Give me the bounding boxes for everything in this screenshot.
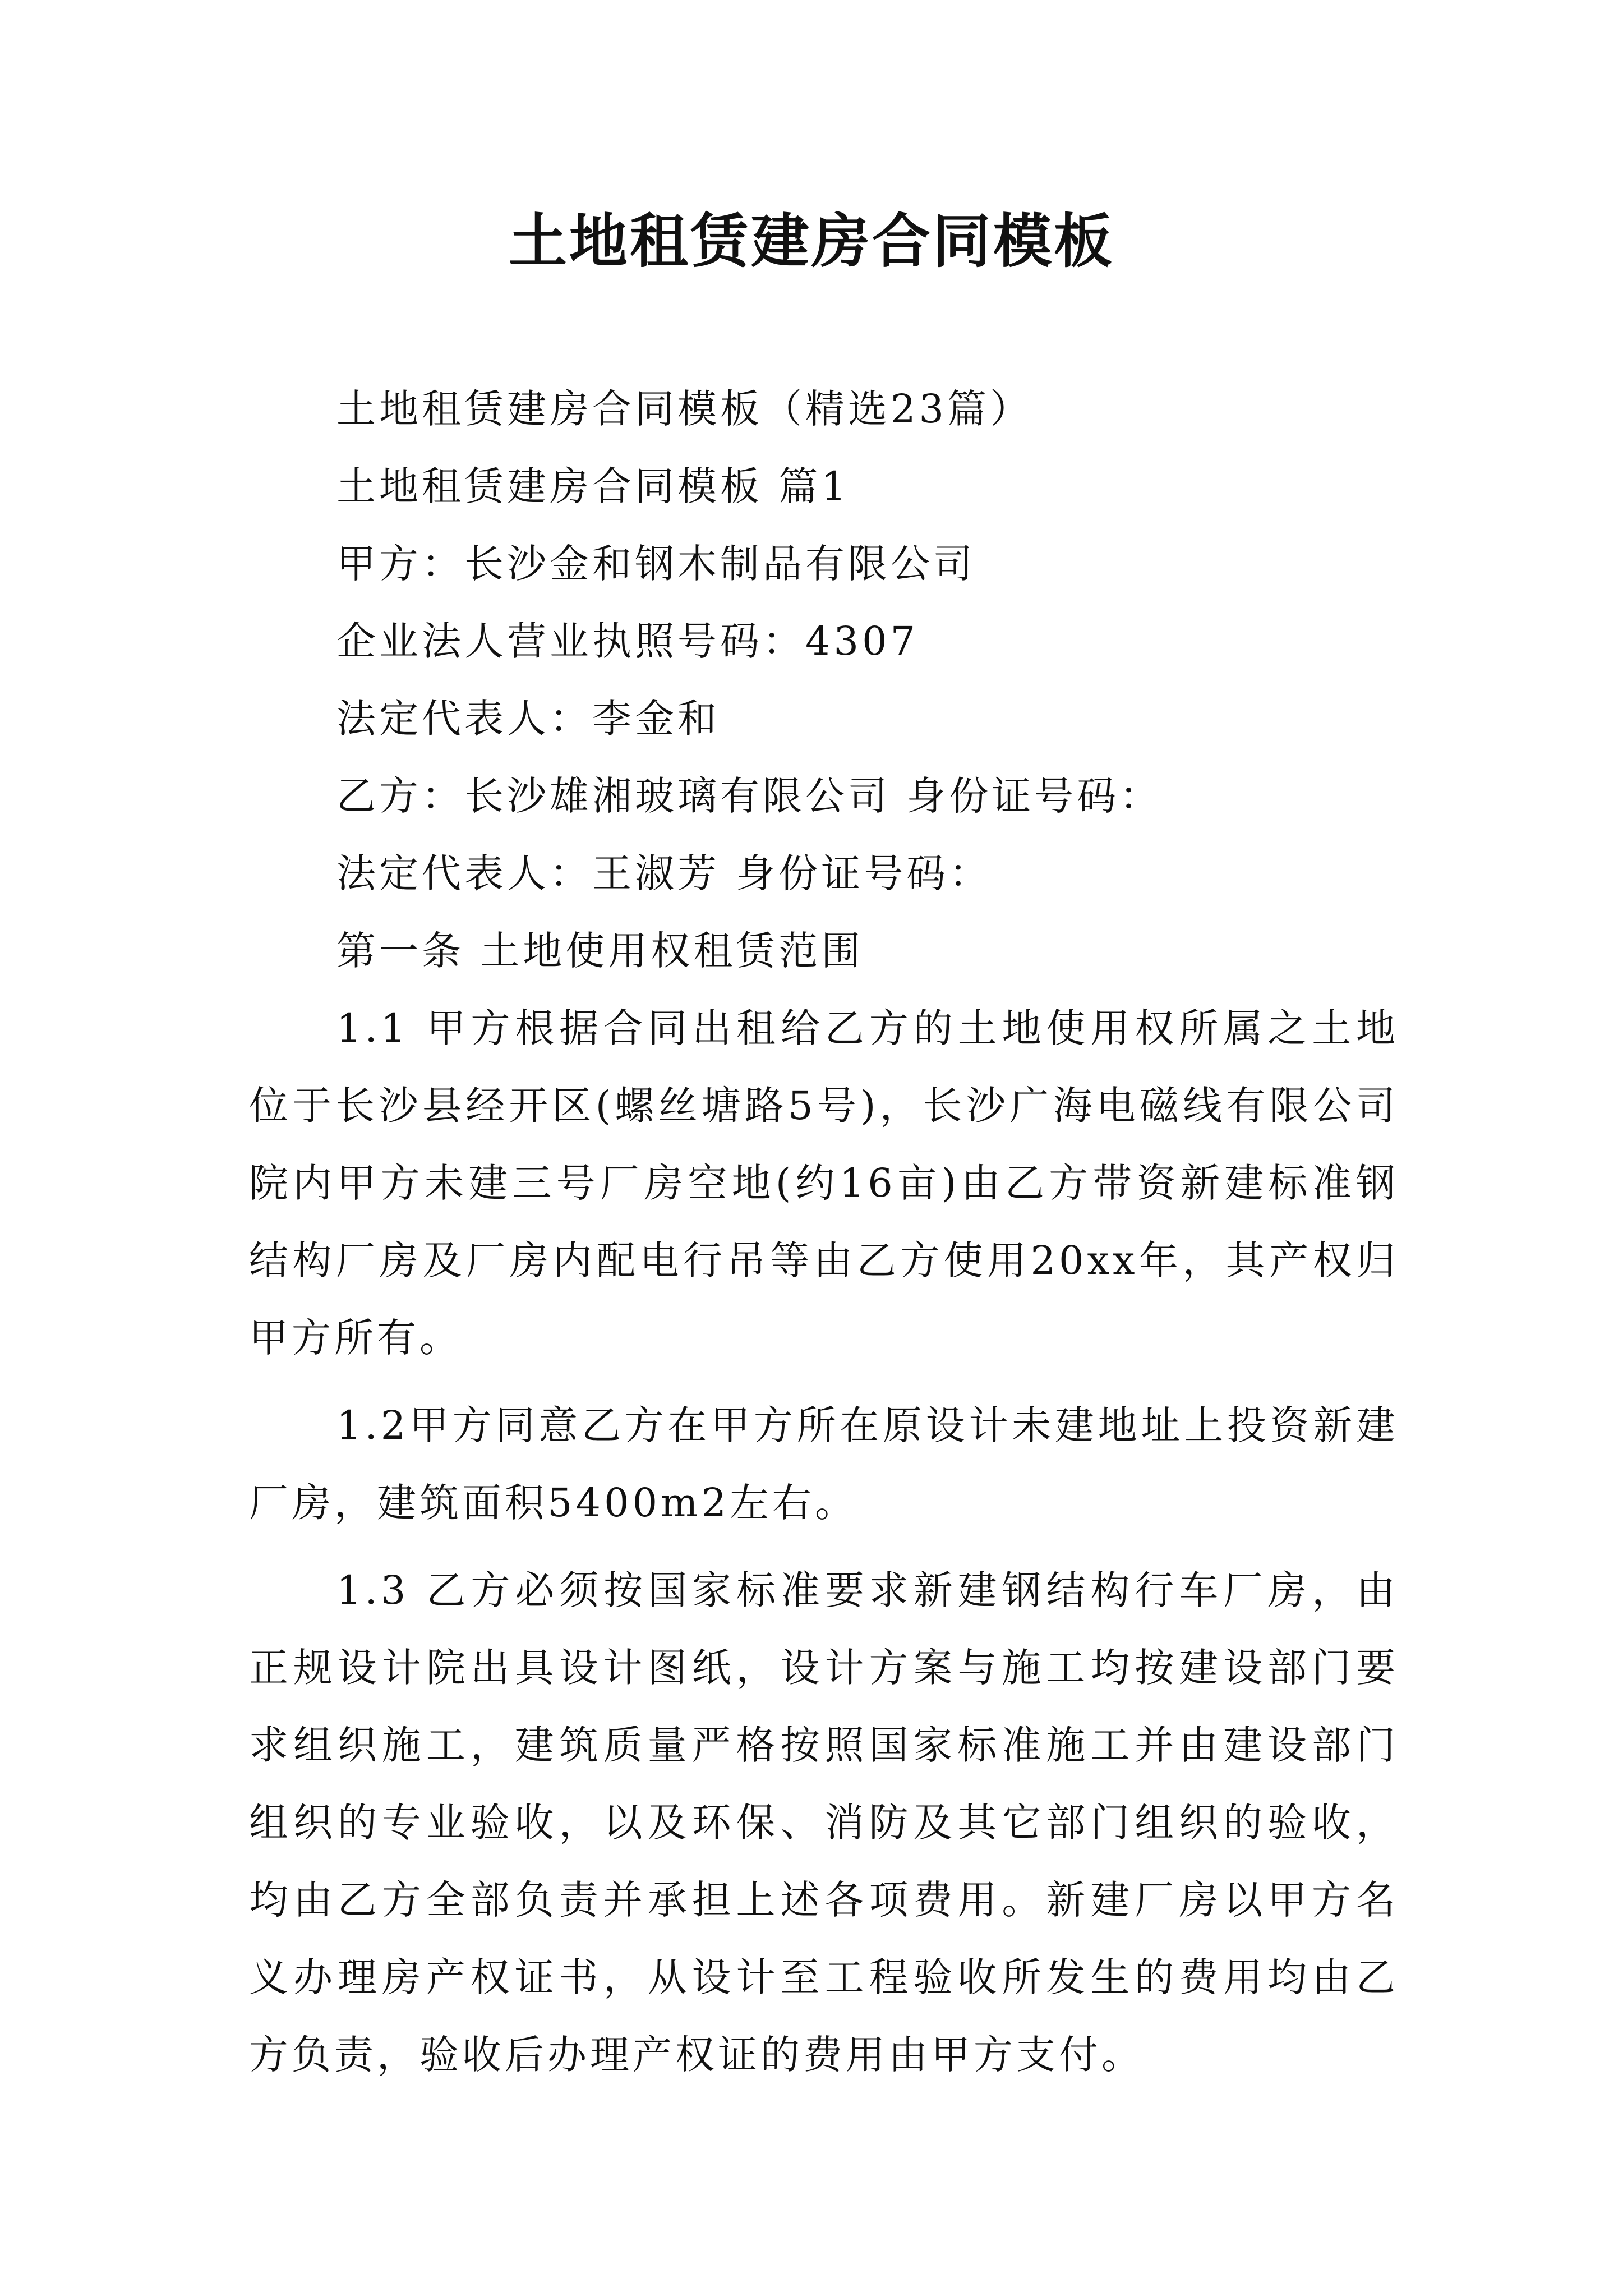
document-title: 土地租赁建房合同模板 bbox=[508, 206, 1114, 275]
clause-1-1: 1.1 甲方根据合同出租给乙方的土地使用权所属之土地位于长沙县经开区(螺丝塘路5号)，长沙广海电磁线有限公司院内甲方未建三号厂房空地(约16亩)由乙方带资新建标准钢结构厂房及厂房内配电行吊等由乙方使用20xx年，其产权归甲方所有。 bbox=[249, 1005, 1399, 1361]
section-heading: 土地租赁建房合同模板 篇1 bbox=[336, 463, 850, 509]
subtitle-line: 土地租赁建房合同模板（精选23篇） bbox=[336, 386, 1033, 432]
party-b-line: 乙方：长沙雄湘玻璃有限公司 身份证号码： bbox=[336, 773, 1163, 819]
clause-1-2: 1.2甲方同意乙方在甲方所在原设计未建地址上投资新建厂房，建筑面积5400m2左右。 bbox=[249, 1402, 1399, 1526]
license-number-line: 企业法人营业执照号码：4307 bbox=[336, 618, 919, 664]
clause-1-3: 1.3 乙方必须按国家标准要求新建钢结构行车厂房，由正规设计院出具设计图纸，设计方案与施工均按建设部门要求组织施工，建筑质量严格按照国家标准施工并由建设部门组织的专业验收，以及环保、消防及其它部门组织的验收，均由乙方全部负责并承担上述各项费用。新建厂房以甲方名义办理房产权证书，从设计至工程验收所发生的费用均由乙方负责，验收后办理产权证的费用由甲方支付。 bbox=[249, 1567, 1399, 2078]
article-one-heading: 第一条 土地使用权租赁范围 bbox=[336, 928, 864, 974]
party-a-representative-line: 法定代表人：李金和 bbox=[336, 696, 720, 742]
party-b-representative-line: 法定代表人：王淑芳 身份证号码： bbox=[336, 850, 992, 896]
document-body bbox=[249, 370, 1399, 2104]
party-a-line: 甲方：长沙金和钢木制品有限公司 bbox=[336, 541, 976, 587]
